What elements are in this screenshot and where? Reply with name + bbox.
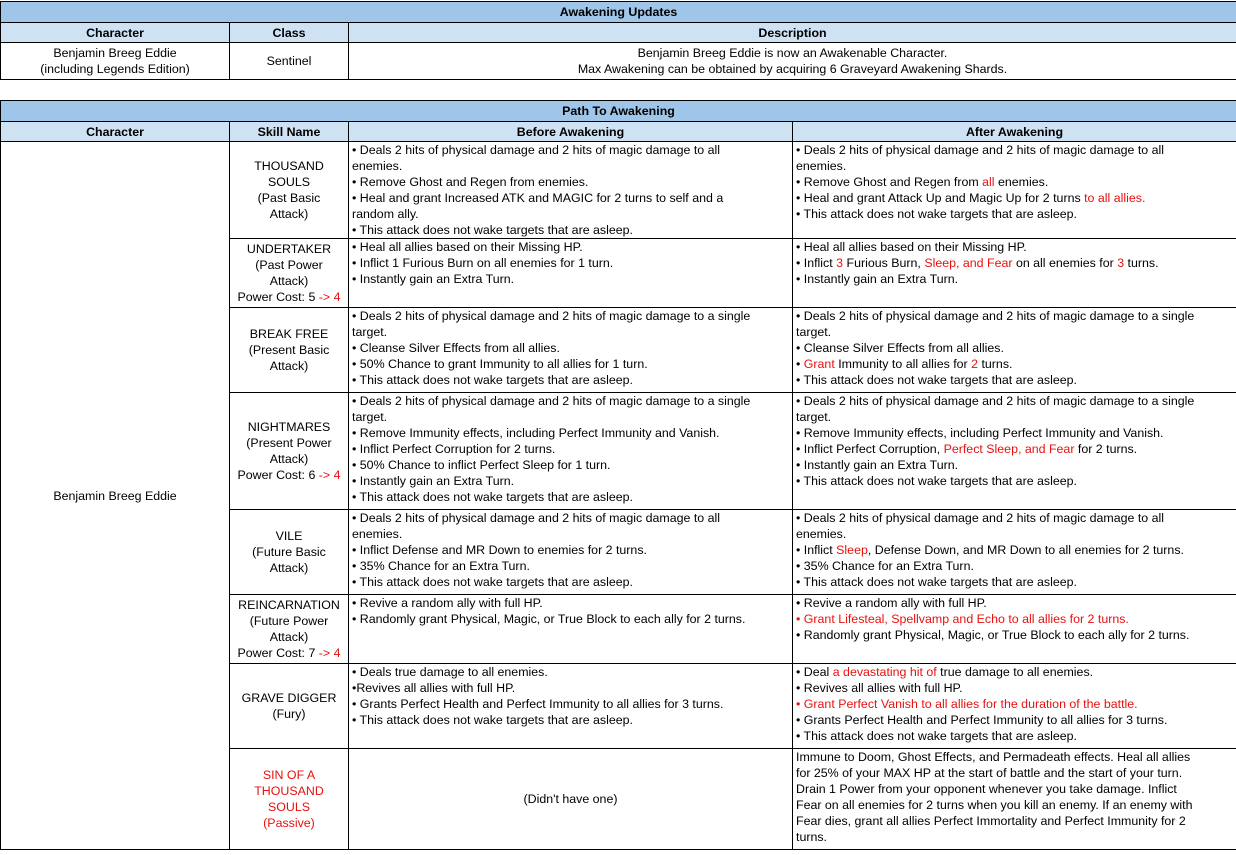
skill-name-line xyxy=(233,289,345,305)
highlighted-change: THOUSAND xyxy=(254,784,324,798)
highlighted-change: Sleep, and Fear xyxy=(924,256,1013,270)
text-segment: • Inflict Perfect Corruption for 2 turns. xyxy=(352,442,556,456)
text-segment: Power Cost: 6 xyxy=(237,468,319,482)
text-segment: • 50% Chance to grant Immunity to all allies for 1 turn. xyxy=(352,357,648,371)
before-awakening-line xyxy=(352,206,789,222)
skill-name-line xyxy=(233,190,345,206)
text-segment: • Deals 2 hits of physical damage and 2 hits of magic damage to all xyxy=(796,511,1164,525)
skill-name-line xyxy=(233,241,345,257)
text-segment: Attack) xyxy=(269,359,309,373)
text-segment: • This attack does not wake targets that are asleep. xyxy=(796,373,1077,387)
text-segment: • Heal and grant Attack Up and Magic Up for 2 turns xyxy=(796,191,1085,205)
after-awakening-line xyxy=(796,781,1233,797)
skill-name-line xyxy=(233,706,345,722)
text-segment: Attack) xyxy=(269,452,309,466)
highlighted-change: (Passive) xyxy=(263,816,315,830)
text-segment: Fear dies, grant all allies Perfect Immortality and Perfect Immunity for 2 xyxy=(796,814,1186,828)
text-segment: target. xyxy=(796,325,832,339)
after-awakening-line xyxy=(796,813,1233,829)
text-segment: • Heal all allies based on their Missing HP. xyxy=(796,240,1027,254)
after-awakening-line xyxy=(796,158,1233,174)
before-awakening-cell xyxy=(349,510,793,595)
skill-name-line xyxy=(233,257,345,273)
text-segment: (Future Power xyxy=(249,614,329,628)
after-awakening-line xyxy=(796,255,1233,271)
text-segment: • Revives all allies with full HP. xyxy=(796,681,963,695)
text-segment: Immune to Doom, Ghost Effects, and Permadeath effects. Heal all allies xyxy=(796,750,1191,764)
before-awakening-cell xyxy=(349,664,793,749)
skill-name-line xyxy=(233,206,345,222)
highlighted-change: Sleep xyxy=(836,543,868,557)
highlighted-change: • Grant Perfect Vanish to all allies for the duration of the battle. xyxy=(796,697,1138,711)
skill-name-line xyxy=(233,358,345,374)
update-class: Sentinel xyxy=(230,43,349,80)
text-segment: • Deals 2 hits of physical damage and 2 hits of magic damage to a single xyxy=(796,394,1195,408)
text-segment: • Remove Immunity effects, including Perfect Immunity and Vanish. xyxy=(796,426,1164,440)
text-segment: • This attack does not wake targets that are asleep. xyxy=(796,729,1077,743)
before-awakening-cell xyxy=(349,308,793,393)
text-segment: Immunity to all allies for xyxy=(834,357,972,371)
text-segment: Attack) xyxy=(269,274,309,288)
after-awakening-line xyxy=(796,190,1233,206)
before-awakening-line xyxy=(352,142,789,158)
text-segment: turns. xyxy=(978,357,1013,371)
text-segment: for 2 turns. xyxy=(1074,442,1138,456)
skill-name-line xyxy=(233,158,345,174)
text-segment: target. xyxy=(352,410,388,424)
text-segment: enemies. xyxy=(796,159,847,173)
awakening-updates-table xyxy=(0,1,1236,80)
text-segment: • Grants Perfect Health and Perfect Immunity to all allies for 3 turns. xyxy=(352,697,724,711)
text-segment: • 50% Chance to inflict Perfect Sleep for 1 turn. xyxy=(352,458,611,472)
text-segment: (Future Basic xyxy=(252,545,326,559)
text-segment: NIGHTMARES xyxy=(247,420,331,434)
text-segment: (Past Power xyxy=(255,258,323,272)
update-character-name: Benjamin Breeg Eddie xyxy=(53,46,177,60)
skill-name xyxy=(230,142,349,239)
text-segment: REINCARNATION xyxy=(238,598,340,612)
skill-name-line xyxy=(233,544,345,560)
highlighted-change: 3 xyxy=(1117,256,1125,270)
skill-name-line xyxy=(233,342,345,358)
before-awakening-line xyxy=(352,308,789,324)
header-skill-name: Skill Name xyxy=(230,122,349,142)
text-segment: • Deals 2 hits of physical damage and 2 hits of magic damage to a single xyxy=(352,394,751,408)
after-awakening-line xyxy=(796,542,1233,558)
text-segment: • Inflict xyxy=(796,543,837,557)
skill-name-line xyxy=(233,528,345,544)
text-segment: Furious Burn, xyxy=(843,256,925,270)
before-awakening-line xyxy=(352,542,789,558)
highlighted-change: 2 xyxy=(971,357,979,371)
skill-name-line xyxy=(233,799,345,815)
highlighted-change: -> 4 xyxy=(318,646,341,660)
text-segment: Attack) xyxy=(269,561,309,575)
text-segment: • Inflict xyxy=(796,256,837,270)
text-segment: • Deals 2 hits of physical damage and 2 hits of magic damage to a single xyxy=(352,309,751,323)
text-segment: (Past Basic xyxy=(257,191,321,205)
before-awakening-line xyxy=(352,222,789,238)
text-segment: Attack) xyxy=(269,207,309,221)
skill-name-line xyxy=(233,690,345,706)
text-segment: enemies. xyxy=(796,527,847,541)
skill-name xyxy=(230,308,349,393)
before-awakening-line xyxy=(352,340,789,356)
text-segment: true damage to all enemies. xyxy=(936,665,1094,679)
text-segment: enemies. xyxy=(994,175,1049,189)
header-after-awakening: After Awakening xyxy=(793,122,1236,142)
before-awakening-line xyxy=(352,664,789,680)
skill-name xyxy=(230,664,349,749)
text-segment: • Cleanse Silver Effects from all allies. xyxy=(796,341,1004,355)
text-segment: VILE xyxy=(275,529,303,543)
after-awakening-line xyxy=(796,142,1233,158)
after-awakening-line xyxy=(796,765,1233,781)
skill-name-line xyxy=(233,467,345,483)
after-awakening-line xyxy=(796,680,1233,696)
before-awakening-cell xyxy=(349,142,793,239)
text-segment: Attack) xyxy=(269,630,309,644)
text-segment: target. xyxy=(352,325,388,339)
text-segment: • This attack does not wake targets that are asleep. xyxy=(796,207,1077,221)
text-segment: • Heal all allies based on their Missing HP. xyxy=(352,240,583,254)
header-character: Character xyxy=(1,23,230,43)
after-awakening-line xyxy=(796,574,1233,590)
highlighted-change: -> 4 xyxy=(318,468,341,482)
after-awakening-line xyxy=(796,206,1233,222)
after-awakening-line xyxy=(796,712,1233,728)
update-character-edition: (including Legends Edition) xyxy=(40,62,190,76)
after-awakening-line xyxy=(796,728,1233,744)
before-awakening-line xyxy=(352,457,789,473)
text-segment: UNDERTAKER xyxy=(246,242,332,256)
text-segment: • Instantly gain an Extra Turn. xyxy=(352,474,515,488)
before-awakening-line xyxy=(352,441,789,457)
text-segment: for 25% of your MAX HP at the start of battle and the start of your turn. xyxy=(796,766,1183,780)
text-segment: • Heal and grant Increased ATK and MAGIC for 2 turns to self and a xyxy=(352,191,724,205)
skill-name-line xyxy=(233,815,345,831)
before-awakening-line xyxy=(352,356,789,372)
after-awakening-line xyxy=(796,457,1233,473)
text-segment: • Remove Immunity effects, including Perfect Immunity and Vanish. xyxy=(352,426,720,440)
text-segment: enemies. xyxy=(352,527,403,541)
skill-name xyxy=(230,393,349,510)
path-title: Path To Awakening xyxy=(1,101,1236,122)
text-segment: Drain 1 Power from your opponent whenever you take damage. Inflict xyxy=(796,782,1177,796)
text-segment: on all enemies for xyxy=(1012,256,1118,270)
text-segment: • Randomly grant Physical, Magic, or True Block to each ally for 2 turns. xyxy=(352,612,746,626)
highlighted-change: SOULS xyxy=(267,800,310,814)
before-awakening-line xyxy=(352,473,789,489)
before-awakening-line xyxy=(352,611,789,627)
after-awakening-line xyxy=(796,425,1233,441)
text-segment: • xyxy=(796,357,804,371)
text-segment: • Instantly gain an Extra Turn. xyxy=(352,272,515,286)
after-awakening-line xyxy=(796,664,1233,680)
before-awakening-cell xyxy=(349,595,793,664)
before-awakening-line xyxy=(352,409,789,425)
update-description-cell xyxy=(349,43,1236,80)
skill-name xyxy=(230,510,349,595)
after-awakening-cell xyxy=(793,308,1236,393)
skill-name-line xyxy=(233,326,345,342)
after-awakening-line xyxy=(796,627,1233,643)
text-segment: , Defense Down, and MR Down to all enemies for 2 turns. xyxy=(867,543,1184,557)
text-segment: • Deal xyxy=(796,665,833,679)
text-segment: Power Cost: 5 xyxy=(237,290,319,304)
text-segment: • Deals 2 hits of physical damage and 2 hits of magic damage to a single xyxy=(796,309,1195,323)
highlighted-change: -> 4 xyxy=(318,290,341,304)
text-segment: • This attack does not wake targets that are asleep. xyxy=(352,575,633,589)
text-segment: • Inflict 1 Furious Burn on all enemies for 1 turn. xyxy=(352,256,614,270)
after-awakening-cell xyxy=(793,664,1236,749)
highlighted-change: • Grant Lifesteal, Spellvamp and Echo to all allies for 2 turns. xyxy=(796,612,1129,626)
highlighted-change: 3 xyxy=(836,256,844,270)
path-to-awakening-table xyxy=(0,100,1236,850)
header-class: Class xyxy=(230,23,349,43)
after-awakening-line xyxy=(796,797,1233,813)
skill-name xyxy=(230,239,349,308)
text-segment: • This attack does not wake targets that are asleep. xyxy=(796,575,1077,589)
text-segment: • Inflict Perfect Corruption, xyxy=(796,442,944,456)
text-segment: (Fury) xyxy=(272,707,306,721)
after-awakening-line xyxy=(796,340,1233,356)
text-segment: • Deals 2 hits of physical damage and 2 hits of magic damage to all xyxy=(352,143,720,157)
after-awakening-line xyxy=(796,829,1233,845)
after-awakening-line xyxy=(796,526,1233,542)
skill-name-line xyxy=(233,560,345,576)
before-awakening-line xyxy=(352,271,789,287)
text-segment: (Present Power xyxy=(246,436,332,450)
text-segment: • Instantly gain an Extra Turn. xyxy=(796,458,959,472)
after-awakening-line xyxy=(796,696,1233,712)
text-segment: Power Cost: 7 xyxy=(237,646,319,660)
text-segment: • Remove Ghost and Regen from xyxy=(796,175,983,189)
text-segment: • This attack does not wake targets that are asleep. xyxy=(352,713,633,727)
after-awakening-line xyxy=(796,749,1233,765)
skill-name xyxy=(230,595,349,664)
after-awakening-line xyxy=(796,239,1233,255)
skill-name-line xyxy=(233,613,345,629)
skill-name-line xyxy=(233,767,345,783)
text-segment: • Instantly gain an Extra Turn. xyxy=(796,272,959,286)
after-awakening-line xyxy=(796,595,1233,611)
before-awakening-cell xyxy=(349,393,793,510)
highlighted-change: a devastating hit of xyxy=(832,665,937,679)
before-awakening-line xyxy=(352,324,789,340)
text-segment: • Revive a random ally with full HP. xyxy=(796,596,987,610)
skill-name-line xyxy=(233,645,345,661)
after-awakening-cell xyxy=(793,749,1236,850)
after-awakening-line xyxy=(796,372,1233,388)
text-segment: • 35% Chance for an Extra Turn. xyxy=(796,559,974,573)
highlighted-change: to all allies. xyxy=(1084,191,1146,205)
before-awakening-line xyxy=(352,712,789,728)
text-segment: enemies. xyxy=(352,159,403,173)
text-segment: GRAVE DIGGER xyxy=(241,691,337,705)
after-awakening-line xyxy=(796,510,1233,526)
highlighted-change: Grant xyxy=(803,357,835,371)
text-segment: •Revives all allies with full HP. xyxy=(352,681,516,695)
text-segment: • Deals 2 hits of physical damage and 2 hits of magic damage to all xyxy=(352,511,720,525)
text-segment: • Deals 2 hits of physical damage and 2 hits of magic damage to all xyxy=(796,143,1164,157)
highlighted-change: all xyxy=(982,175,995,189)
before-awakening-line xyxy=(352,255,789,271)
before-awakening-line xyxy=(352,696,789,712)
text-segment: turns. xyxy=(796,830,827,844)
after-awakening-line xyxy=(796,558,1233,574)
before-awakening-line xyxy=(352,574,789,590)
text-segment: Fear on all enemies for 2 turns when you kill an enemy. If an enemy with xyxy=(796,798,1193,812)
before-awakening-cell: (Didn't have one) xyxy=(349,749,793,850)
text-segment: • Remove Ghost and Regen from enemies. xyxy=(352,175,589,189)
after-awakening-line xyxy=(796,356,1233,372)
header-character: Character xyxy=(1,122,230,142)
after-awakening-cell xyxy=(793,510,1236,595)
before-awakening-line xyxy=(352,510,789,526)
text-segment: (Present Basic xyxy=(248,343,330,357)
after-awakening-line xyxy=(796,441,1233,457)
before-awakening-cell xyxy=(349,239,793,308)
update-description-line: Max Awakening can be obtained by acquiring 6 Graveyard Awakening Shards. xyxy=(577,62,1008,76)
text-segment: • Cleanse Silver Effects from all allies. xyxy=(352,341,560,355)
text-segment: • This attack does not wake targets that are asleep. xyxy=(352,373,633,387)
skill-row xyxy=(1,142,1236,239)
after-awakening-cell xyxy=(793,239,1236,308)
text-segment: • Revive a random ally with full HP. xyxy=(352,596,543,610)
highlighted-change: Perfect Sleep, and Fear xyxy=(943,442,1075,456)
before-awakening-line xyxy=(352,158,789,174)
before-awakening-line xyxy=(352,239,789,255)
header-before-awakening: Before Awakening xyxy=(349,122,793,142)
text-segment: target. xyxy=(796,410,832,424)
skill-name-line xyxy=(233,597,345,613)
text-segment: • This attack does not wake targets that are asleep. xyxy=(352,223,633,237)
before-awakening-line xyxy=(352,526,789,542)
before-awakening-line xyxy=(352,174,789,190)
text-segment: BREAK FREE xyxy=(249,327,329,341)
skill-name xyxy=(230,749,349,850)
before-awakening-line xyxy=(352,558,789,574)
before-awakening-line xyxy=(352,680,789,696)
update-description-line: Benjamin Breeg Eddie is now an Awakenable Character. xyxy=(637,46,948,60)
after-awakening-line xyxy=(796,308,1233,324)
skill-rows xyxy=(1,142,1236,850)
header-description: Description xyxy=(349,23,1236,43)
after-awakening-line xyxy=(796,393,1233,409)
after-awakening-line xyxy=(796,473,1233,489)
after-awakening-cell xyxy=(793,142,1236,239)
text-segment: • Randomly grant Physical, Magic, or True Block to each ally for 2 turns. xyxy=(796,628,1190,642)
skill-name-line xyxy=(233,783,345,799)
highlighted-change: SIN OF A xyxy=(262,768,316,782)
before-awakening-line xyxy=(352,425,789,441)
after-awakening-cell xyxy=(793,595,1236,664)
text-segment: turns. xyxy=(1124,256,1159,270)
before-awakening-line xyxy=(352,372,789,388)
after-awakening-line xyxy=(796,611,1233,627)
after-awakening-line xyxy=(796,409,1233,425)
skill-name-line xyxy=(233,451,345,467)
before-awakening-line xyxy=(352,595,789,611)
text-segment: • 35% Chance for an Extra Turn. xyxy=(352,559,530,573)
skill-name-line xyxy=(233,629,345,645)
skill-name-line xyxy=(233,419,345,435)
before-awakening-line xyxy=(352,190,789,206)
after-awakening-line xyxy=(796,271,1233,287)
text-segment: • Deals true damage to all enemies. xyxy=(352,665,548,679)
skill-name-line xyxy=(233,435,345,451)
text-segment: THOUSAND xyxy=(254,159,324,173)
text-segment: • Grants Perfect Health and Perfect Immunity to all allies for 3 turns. xyxy=(796,713,1168,727)
update-character-cell xyxy=(1,43,230,80)
text-segment: random ally. xyxy=(352,207,419,221)
before-awakening-line xyxy=(352,489,789,505)
after-awakening-line xyxy=(796,174,1233,190)
after-awakening-cell xyxy=(793,393,1236,510)
awakening-updates-title: Awakening Updates xyxy=(1,2,1236,23)
skill-name-line xyxy=(233,174,345,190)
text-segment: • This attack does not wake targets that are asleep. xyxy=(352,490,633,504)
after-awakening-line xyxy=(796,324,1233,340)
text-segment: • Inflict Defense and MR Down to enemies for 2 turns. xyxy=(352,543,647,557)
text-segment: SOULS xyxy=(267,175,310,189)
path-character-name: Benjamin Breeg Eddie xyxy=(1,142,230,850)
before-awakening-line xyxy=(352,393,789,409)
text-segment: • This attack does not wake targets that are asleep. xyxy=(796,474,1077,488)
skill-name-line xyxy=(233,273,345,289)
